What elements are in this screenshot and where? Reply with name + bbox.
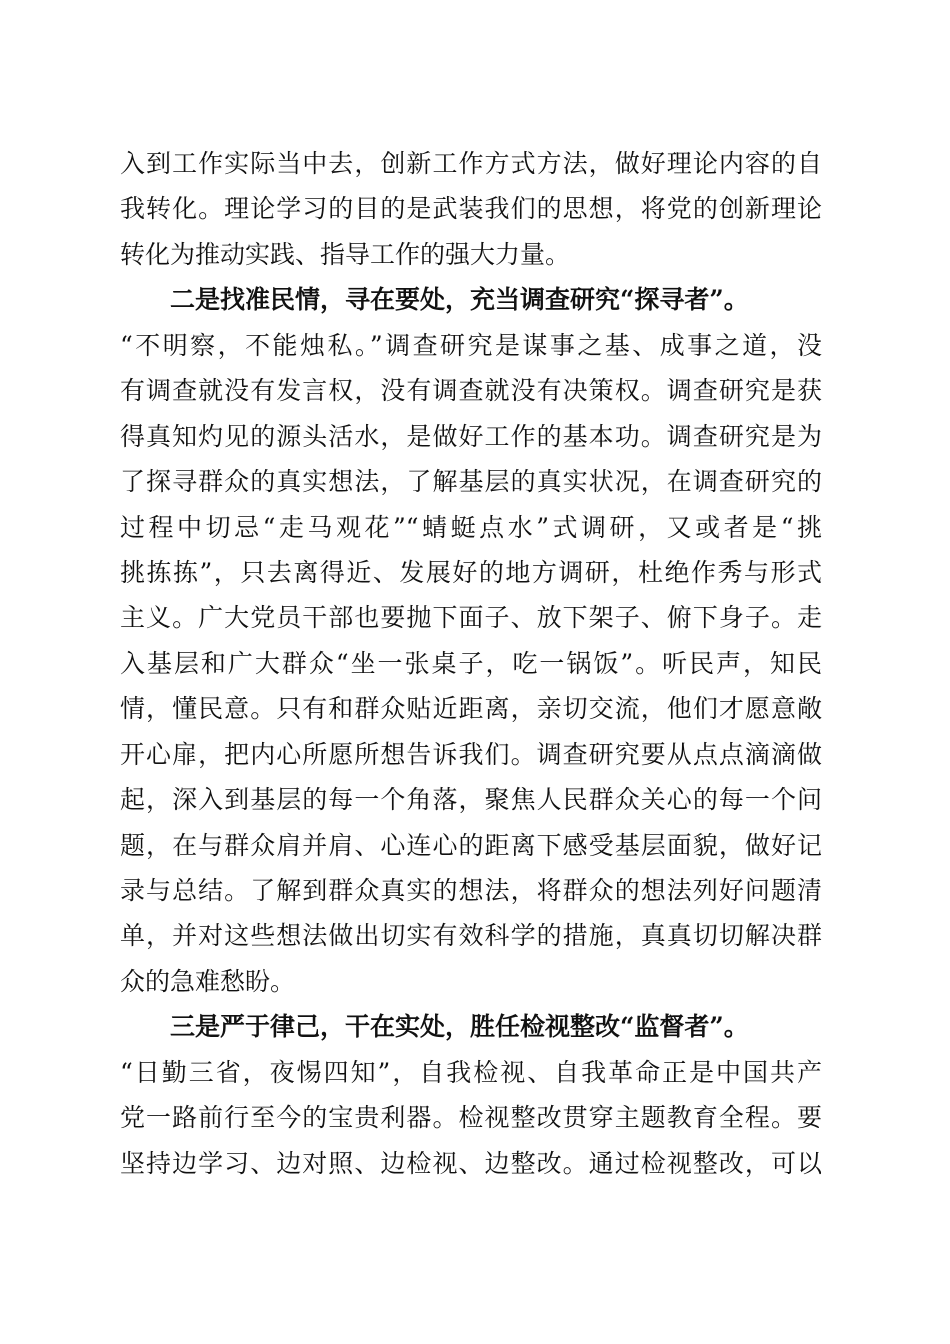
body-text-line: 入到工作实际当中去，创新工作方式方法，做好理论内容的自 — [120, 149, 822, 178]
body-text-line: 录与总结。了解到群众真实的想法，将群众的想法列好问题清 — [120, 876, 822, 905]
body-text-line: “不明察，不能烛私。”调查研究是谋事之基、成事之道，没 — [120, 330, 822, 360]
body-text-line: 坚持边学习、边对照、边检视、边整改。通过检视整改，可以 — [120, 1148, 822, 1178]
body-text-line: 情，懂民意。只有和群众贴近距离，亲切交流，他们才愿意敞 — [120, 694, 822, 724]
body-text-line: 得真知灼见的源头活水，是做好工作的基本功。调查研究是为 — [120, 421, 822, 451]
body-text-line: 单，并对这些想法做出切实有效科学的措施，真真切切解决群 — [120, 921, 822, 951]
body-text-line: 主义。广大党员干部也要抛下面子、放下架子、俯下身子。走 — [120, 603, 822, 633]
body-text-line: 挑拣拣”，只去离得近、发展好的地方调研，杜绝作秀与形式 — [120, 557, 822, 587]
body-text-line: 我转化。理论学习的目的是武装我们的思想，将党的创新理论 — [120, 194, 822, 224]
body-text-line: 转化为推动实践、指导工作的强大力量。 — [120, 239, 571, 269]
body-text-line: 入基层和广大群众“坐一张桌子，吃一锅饭”。听民声，知民 — [120, 648, 822, 678]
section-heading-3: 三是严于律己，干在实处，胜任检视整改“监督者”。 — [170, 1012, 749, 1042]
body-text-line: “日勤三省，夜惕四知”，自我检视、自我革命正是中国共产 — [120, 1057, 822, 1087]
section-heading-2: 二是找准民情，寻在要处，充当调查研究“探寻者”。 — [170, 285, 749, 315]
body-text-line: 党一路前行至今的宝贵利器。检视整改贯穿主题教育全程。要 — [120, 1103, 822, 1133]
body-text-line: 众的急难愁盼。 — [120, 966, 296, 996]
document-page — [120, 141, 822, 1186]
body-text-line: 了探寻群众的真实想法，了解基层的真实状况，在调查研究的 — [120, 467, 822, 497]
body-text-line: 过程中切忌“走马观花”“蜻蜓点水”式调研，又或者是“挑 — [120, 512, 822, 542]
body-text-line: 有调查就没有发言权，没有调查就没有决策权。调查研究是获 — [120, 376, 822, 406]
body-text-line: 起，深入到基层的每一个角落，聚焦人民群众关心的每一个问 — [120, 785, 822, 815]
body-text-line: 开心扉，把内心所愿所想告诉我们。调查研究要从点点滴滴做 — [120, 739, 822, 769]
body-text-line: 题，在与群众肩并肩、心连心的距离下感受基层面貌，做好记 — [120, 830, 822, 860]
